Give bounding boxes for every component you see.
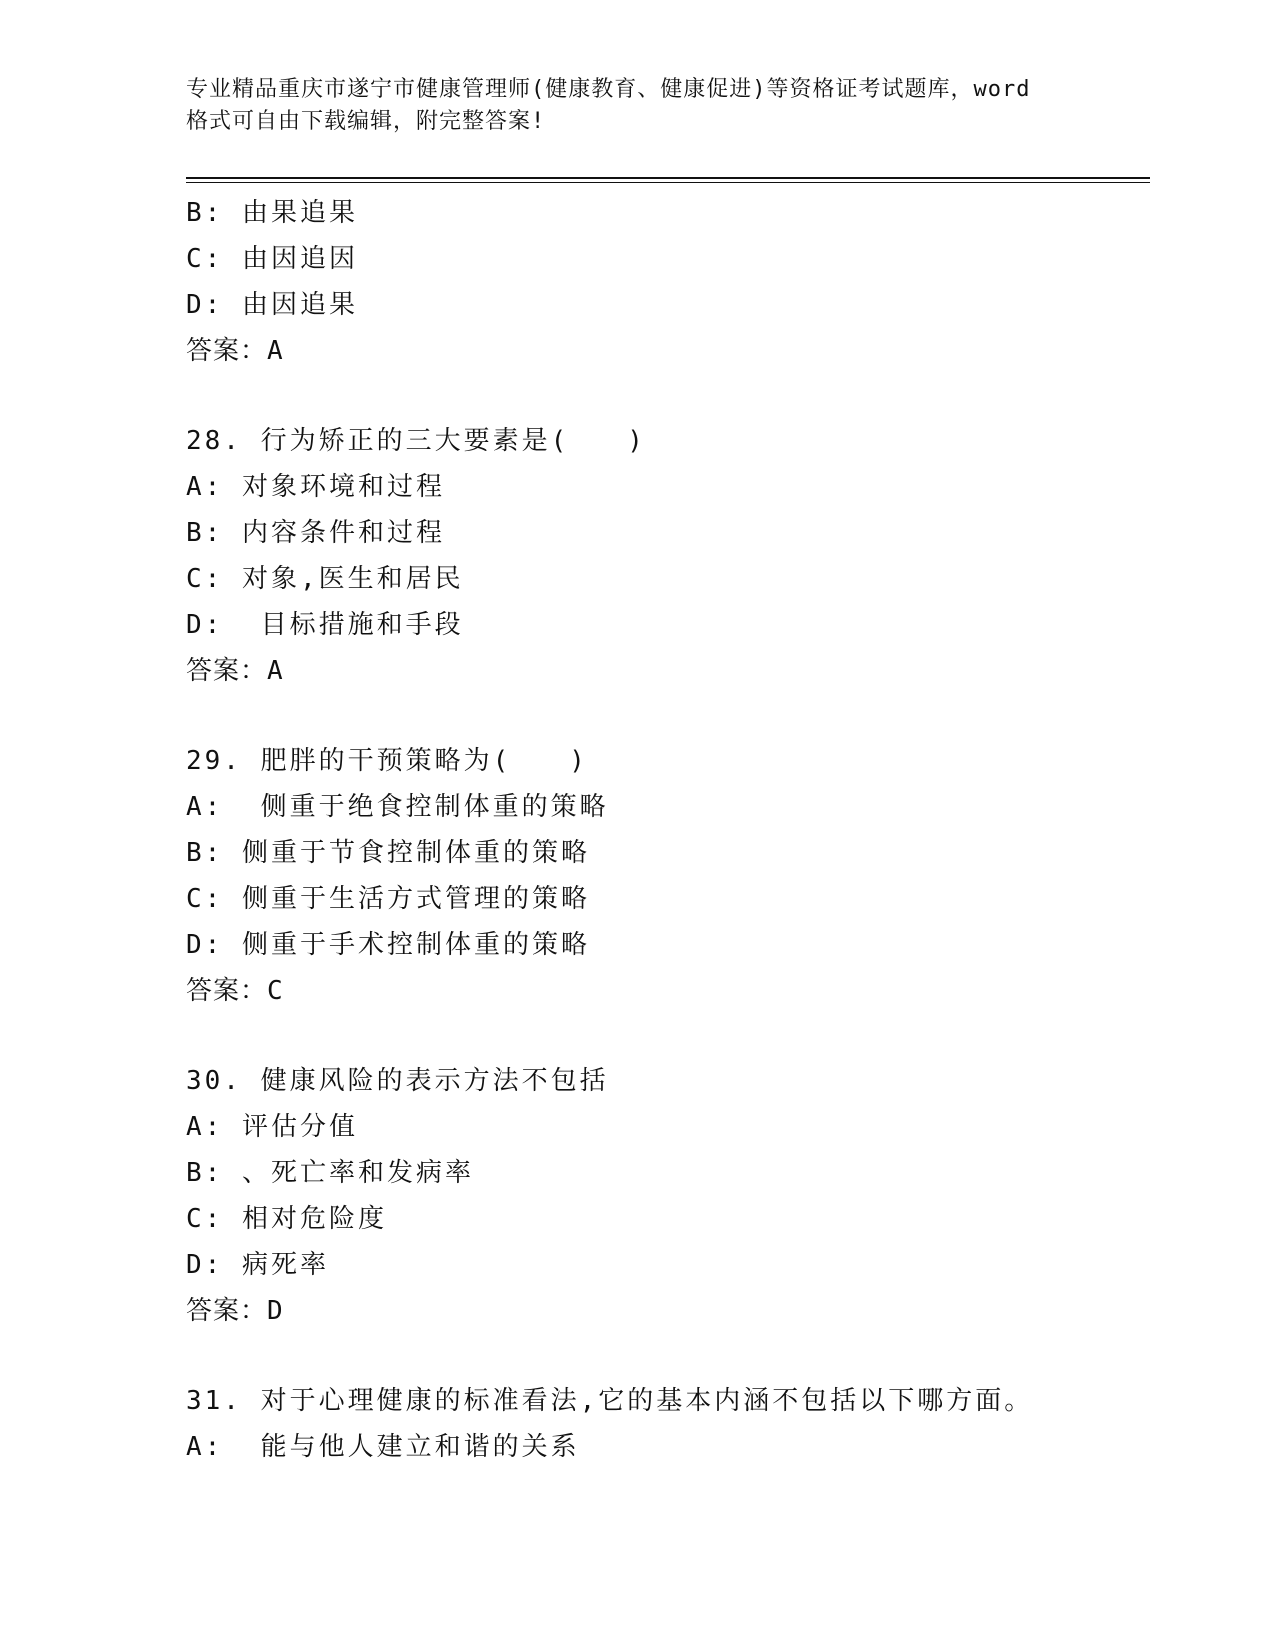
- question-stem: 30. 健康风险的表示方法不包括: [186, 1066, 609, 1096]
- option-d: D: 病死率: [186, 1250, 329, 1280]
- header-divider-thin: [186, 182, 1150, 183]
- page-header: [186, 74, 1106, 138]
- answer-line: 答案：A: [186, 656, 284, 686]
- option-d: D: 目标措施和手段: [186, 610, 464, 640]
- spacer: [186, 694, 1150, 738]
- spacer: [186, 374, 1150, 418]
- question-stem: 28. 行为矫正的三大要素是( ): [186, 426, 646, 456]
- spacer: [186, 1334, 1150, 1378]
- option-c: C: 对象,医生和居民: [186, 564, 464, 594]
- question-31: [186, 1378, 1150, 1470]
- option-a: A: 评估分值: [186, 1112, 358, 1142]
- option-c: C: 侧重于生活方式管理的策略: [186, 884, 590, 914]
- header-line-2: 格式可自由下载编辑，附完整答案!: [186, 109, 546, 134]
- spacer: [186, 1014, 1150, 1058]
- option-b: B: 内容条件和过程: [186, 518, 445, 548]
- answer-line: 答案：D: [186, 1296, 284, 1326]
- option-a: A: 对象环境和过程: [186, 472, 445, 502]
- header-divider-thick: [186, 177, 1150, 179]
- question-29: [186, 738, 1150, 1014]
- answer-line: 答案：A: [186, 336, 284, 366]
- option-b: B: 、死亡率和发病率: [186, 1158, 474, 1188]
- answer-line: 答案：C: [186, 976, 284, 1006]
- option-d: D: 侧重于手术控制体重的策略: [186, 930, 590, 960]
- question-28: [186, 418, 1150, 694]
- option-a: A: 侧重于绝食控制体重的策略: [186, 792, 609, 822]
- option-d: D: 由因追果: [186, 290, 358, 320]
- option-c: C: 由因追因: [186, 244, 358, 274]
- option-c: C: 相对危险度: [186, 1204, 387, 1234]
- question-fragment: [186, 190, 1150, 374]
- question-30: [186, 1058, 1150, 1334]
- question-list: [186, 190, 1150, 1470]
- question-stem: 31. 对于心理健康的标准看法,它的基本内涵不包括以下哪方面。: [186, 1386, 1034, 1416]
- header-line-1: 专业精品重庆市遂宁市健康管理师(健康教育、健康促进)等资格证考试题库，word: [186, 77, 1031, 102]
- option-a: A: 能与他人建立和谐的关系: [186, 1432, 580, 1462]
- option-b: B: 由果追果: [186, 198, 358, 228]
- option-b: B: 侧重于节食控制体重的策略: [186, 838, 590, 868]
- question-stem: 29. 肥胖的干预策略为( ): [186, 746, 588, 776]
